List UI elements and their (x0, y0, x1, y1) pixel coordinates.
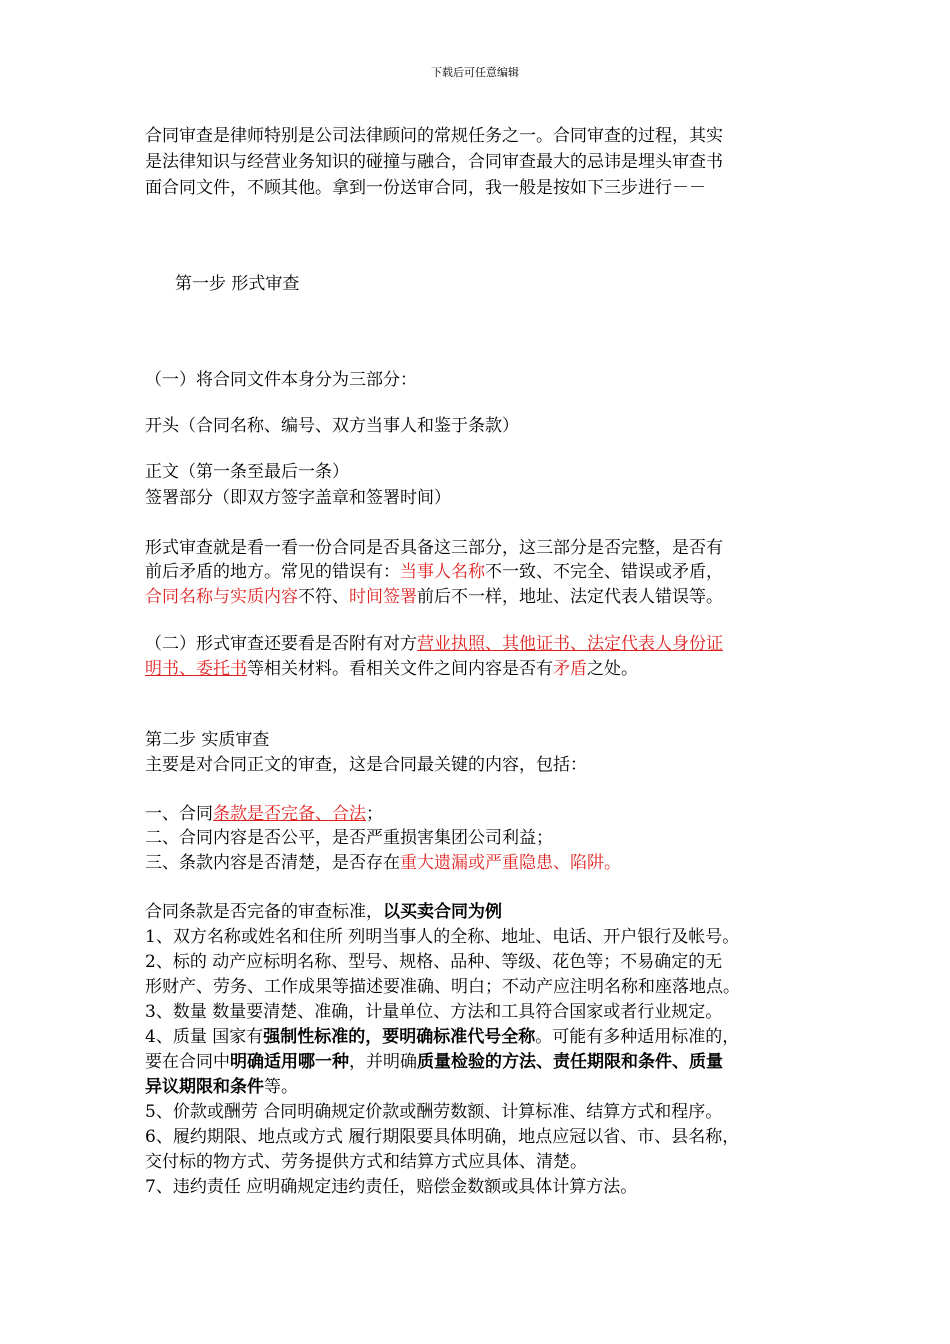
highlight-attachments: 营业执照、其他证书、法定代表人身份证 (417, 634, 723, 654)
bold-inspection: 质量检验的方法、责任期限和条件、质量 (417, 1052, 723, 1072)
part-opening: 开头（合同名称、编号、双方当事人和鉴于条款） (145, 416, 519, 436)
clause-6-line-1: 6、履约期限、地点或方式 履行期限要具体明确，地点应冠以省、市、县名称， (145, 1127, 740, 1147)
text-span: 不符、 (298, 587, 349, 607)
text-span: 一、合同 (145, 804, 213, 824)
step1-subsection-1: （一）将合同文件本身分为三部分： (145, 370, 417, 390)
text-span: （二）形式审查还要看是否附有对方 (145, 634, 417, 654)
part-body: 正文（第一条至最后一条） (145, 462, 349, 482)
highlight-omissions: 重大遗漏或严重隐患、陷阱。 (400, 853, 621, 873)
text-span: 等相关材料。看相关文件之间内容是否有 (247, 659, 553, 679)
clause-4-line-3 (145, 1075, 810, 1099)
highlight-party-name: 当事人名称 (400, 562, 485, 582)
review-item-2: 二、合同内容是否公平，是否严重损害集团公司利益； (145, 828, 553, 848)
text-span: 要在合同中 (145, 1052, 230, 1072)
text-span: 三、条款内容是否清楚，是否存在 (145, 853, 400, 873)
clause-4-line-2 (145, 1050, 810, 1074)
text-span: 等。 (264, 1077, 298, 1097)
review-item-1 (145, 802, 810, 826)
step1-title: 第一步 形式审查 (175, 274, 300, 294)
step2-title: 第二步 实质审查 (145, 730, 270, 750)
text-span: 前后不一样，地址、法定代表人错误等。 (417, 587, 723, 607)
highlight-attachments-cont: 明书、委托书 (145, 659, 247, 679)
form-review-line-3 (145, 585, 810, 609)
highlight-contradiction: 矛盾 (553, 659, 587, 679)
intro-line-3: 面合同文件，不顾其他。拿到一份送审合同，我一般是按如下三步进行－－ (145, 178, 706, 198)
step2-intro: 主要是对合同正文的审查，这是合同最关键的内容，包括： (145, 755, 587, 775)
review-item-3 (145, 851, 810, 875)
clause-3: 3、数量 数量要清楚、准确，计量单位、方法和工具符合国家或者行业规定。 (145, 1002, 723, 1022)
highlight-signing-time: 时间签署 (349, 587, 417, 607)
form-review-line-1: 形式审查就是看一看一份合同是否具备这三部分，这三部分是否完整，是否有 (145, 538, 723, 558)
clause-6-line-2: 交付标的物方式、劳务提供方式和结算方式应具体、清楚。 (145, 1152, 587, 1172)
form-review-line-2 (145, 560, 810, 584)
clause-7: 7、违约责任 应明确规定违约责任，赔偿金数额或具体计算方法。 (145, 1177, 638, 1197)
attachments-line-2 (145, 657, 810, 681)
intro-line-2: 是法律知识与经营业务知识的碰撞与融合，合同审查最大的忌讳是埋头审查书 (145, 152, 723, 172)
part-signature: 签署部分（即双方签字盖章和签署时间） (145, 488, 451, 508)
text-span: 前后矛盾的地方。常见的错误有： (145, 562, 400, 582)
clause-2-line-1: 2、标的 动产应标明名称、型号、规格、品种、等级、花色等；不易确定的无 (145, 952, 723, 972)
text-span: 不一致、不完全、错误或矛盾， (485, 562, 723, 582)
page-header: 下载后可任意编辑 (431, 66, 519, 79)
clause-2-line-2: 形财产、劳务、工作成果等描述要准确、明白；不动产应注明名称和座落地点。 (145, 977, 740, 997)
text-span: ； (366, 804, 383, 824)
clause-5: 5、价款或酬劳 合同明确规定价款或酬劳数额、计算标准、结算方式和程序。 (145, 1102, 723, 1122)
highlight-contract-name: 合同名称与实质内容 (145, 587, 298, 607)
intro-line-1: 合同审查是律师特别是公司法律顾问的常规任务之一。合同审查的过程，其实 (145, 126, 723, 146)
clause-1: 1、双方名称或姓名和住所 列明当事人的全称、地址、电话、开户银行及帐号。 (145, 927, 740, 947)
attachments-line-1 (145, 632, 810, 656)
highlight-complete-legal: 条款是否完备、合法 (213, 804, 366, 824)
bold-objection: 异议期限和条件 (145, 1077, 264, 1097)
clause-4-line-1 (145, 1025, 810, 1049)
bold-mandatory-standard: 强制性标准的，要明确标准代号全称 (263, 1027, 536, 1047)
text-span: 。可能有多种适用标准的， (535, 1027, 740, 1047)
bold-example: 以买卖合同为例 (383, 902, 502, 922)
standard-heading (145, 900, 810, 924)
bold-applicable: 明确适用哪一种 (230, 1052, 349, 1072)
text-span: 4、质量 国家有 (145, 1027, 264, 1047)
text-span: ，并明确 (349, 1052, 417, 1072)
text-span: 之处。 (587, 659, 638, 679)
text-span: 合同条款是否完备的审查标准， (145, 902, 383, 922)
